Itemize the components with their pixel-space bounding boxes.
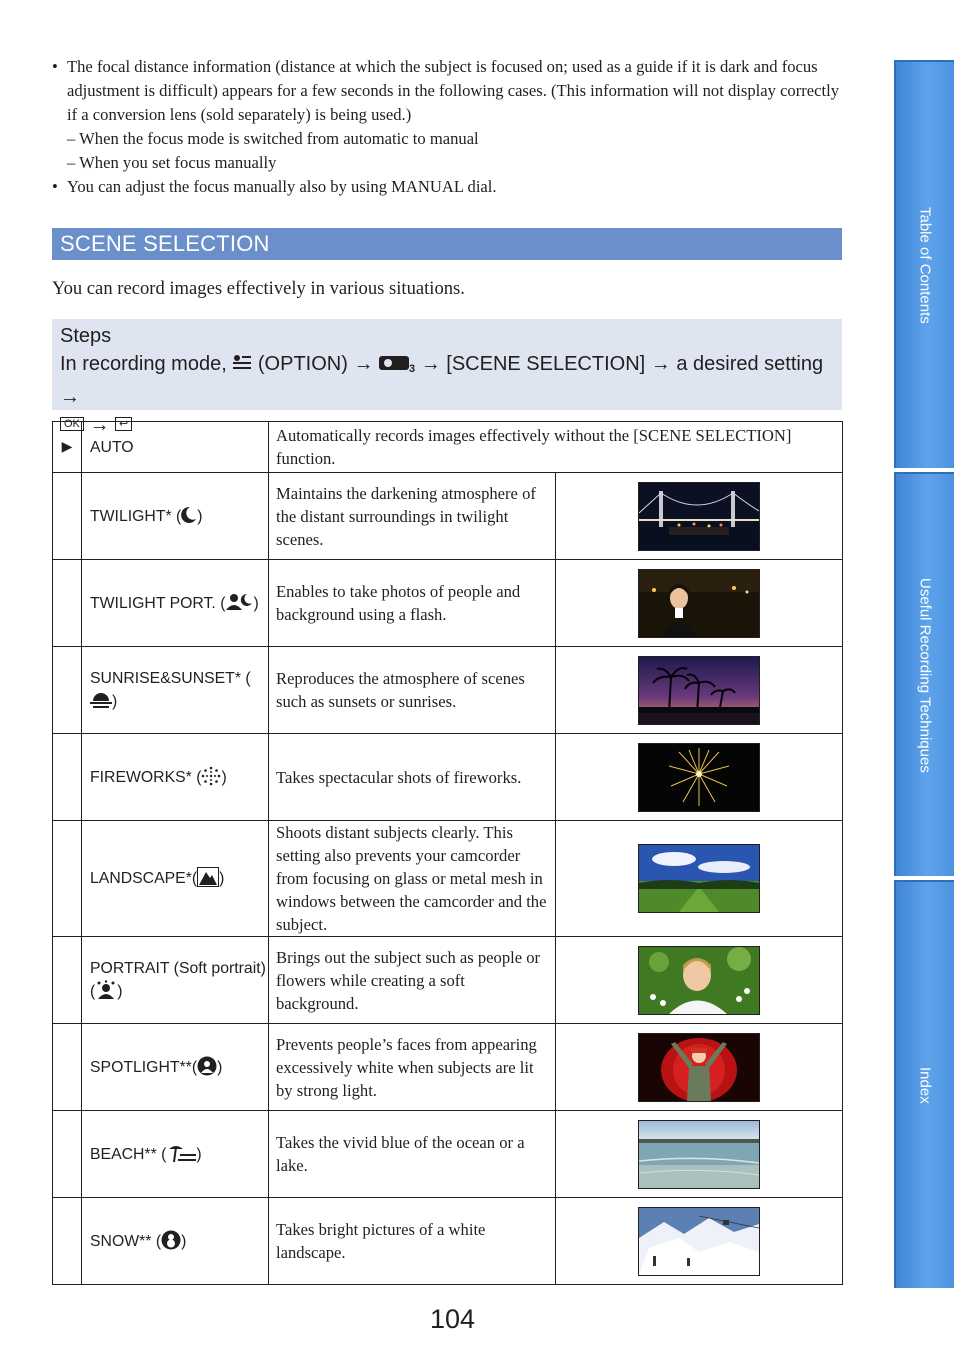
- tab-label: Index: [916, 1066, 934, 1104]
- intro-notes: [52, 55, 842, 199]
- page-number: 104: [430, 1304, 476, 1334]
- tab-label: Table of Contents: [916, 206, 934, 324]
- scene-desc: Prevents people’s faces from appearing excessively white when subjects are lit by strong light.: [269, 1024, 556, 1111]
- bullet-dot: •: [52, 57, 58, 76]
- scene-thumbnail: [556, 1198, 843, 1285]
- row-marker: [53, 1198, 82, 1285]
- soft-portrait-icon: [95, 980, 117, 1000]
- tab-useful-recording-techniques[interactable]: [894, 472, 954, 876]
- snow-icon: [161, 1230, 181, 1250]
- arrow: →: [60, 386, 80, 408]
- scene-desc: Enables to take photos of people and background using a flash.: [269, 560, 556, 647]
- ok-button[interactable]: OK: [60, 417, 84, 431]
- scene-name: [82, 1111, 269, 1198]
- scene-desc: Shoots distant subjects clearly. This setting also prevents your camcorder from focusing on glass or metal mesh in windows between the camcorder and the subject.: [269, 821, 556, 937]
- scene-thumbnail: [556, 560, 843, 647]
- scene-desc: Takes the vivid blue of the ocean or a lake.: [269, 1111, 556, 1198]
- scene-desc: Automatically records images effectively without the [SCENE SELECTION] function.: [269, 422, 843, 473]
- scene-thumbnail: [556, 937, 843, 1024]
- sunrise-sunset-icon: [90, 691, 112, 709]
- scene-desc: Takes bright pictures of a white landscape.: [269, 1198, 556, 1285]
- scene-name: [82, 560, 269, 647]
- steps-heading: Steps: [60, 325, 112, 347]
- steps-prefix: In recording mode,: [60, 353, 227, 375]
- note-subitem: – When the focus mode is switched from automatic to manual: [67, 129, 479, 148]
- scene-thumbnail: [556, 1024, 843, 1111]
- tab-number: 3: [409, 363, 416, 375]
- twilight-icon: [181, 506, 197, 524]
- landscape-photo: [638, 844, 760, 913]
- scene-thumbnail: [556, 647, 843, 734]
- scene-desc: Maintains the darkening atmosphere of the distant surroundings in twilight scenes.: [269, 473, 556, 560]
- row-marker: [53, 1024, 82, 1111]
- table-row: [53, 1198, 843, 1285]
- scene-thumbnail: [556, 473, 843, 560]
- snow-photo: [638, 1207, 760, 1276]
- table-row: [53, 647, 843, 734]
- scene-name-end: ): [117, 983, 123, 1000]
- scene-desc: Reproduces the atmosphere of scenes such as sunsets or sunrises.: [269, 647, 556, 734]
- scene-thumbnail: [556, 734, 843, 821]
- tab-table-of-contents[interactable]: [894, 60, 954, 468]
- note-bullet: [52, 175, 842, 199]
- arrow: →: [420, 353, 441, 375]
- beach-icon: [166, 1143, 196, 1163]
- twilight-portrait-photo: [638, 569, 760, 638]
- note-text: You can adjust the focus manually also by using MANUAL dial.: [67, 177, 497, 196]
- scene-name: [82, 821, 269, 937]
- row-marker: [53, 473, 82, 560]
- scene-name: [82, 734, 269, 821]
- arrow: →: [650, 353, 671, 375]
- table-row: [53, 473, 843, 560]
- row-marker: [53, 821, 82, 937]
- scene-thumbnail: [556, 821, 843, 937]
- tab-label: Useful Recording Techniques: [916, 577, 934, 773]
- beach-photo: [638, 1120, 760, 1189]
- spotlight-icon: [197, 1056, 217, 1076]
- scene-name-end: ): [217, 1058, 223, 1076]
- scene-name: [82, 473, 269, 560]
- table-row: [53, 734, 843, 821]
- scene-name-text: SNOW** (: [90, 1232, 162, 1250]
- scene-name-text: SUNRISE&SUNSET* (: [90, 670, 251, 687]
- fireworks-photo: [638, 743, 760, 812]
- section-lead: You can record images effectively in various situations.: [52, 278, 465, 299]
- scene-name-text: LANDSCAPE*(: [90, 870, 198, 887]
- note-bullet: [52, 55, 842, 127]
- row-marker: [53, 937, 82, 1024]
- note-subitem: – When you set focus manually: [67, 153, 277, 172]
- arrow: →: [89, 414, 110, 436]
- scene-name-text: BEACH** (: [90, 1145, 167, 1163]
- table-row: [53, 422, 843, 473]
- scene-name: [82, 1198, 269, 1285]
- twilight-photo: [638, 482, 760, 551]
- desired-setting-label: a desired setting: [676, 353, 824, 375]
- steps-instruction: [60, 350, 842, 411]
- scene-name-text: SPOTLIGHT**(: [90, 1058, 198, 1076]
- scene-name-end: ): [253, 594, 259, 612]
- table-row: [53, 1024, 843, 1111]
- scene-name: [82, 1024, 269, 1111]
- return-button[interactable]: ↩: [115, 417, 132, 431]
- option-icon: [232, 354, 252, 372]
- portrait-photo: [638, 946, 760, 1015]
- scene-name-text: TWILIGHT* (: [90, 507, 182, 525]
- row-marker: [53, 1111, 82, 1198]
- row-marker: [53, 560, 82, 647]
- scene-name-text: FIREWORKS* (: [90, 768, 202, 786]
- note-text: The focal distance information (distance at which the subject is focused on; used as a guide if it is dark and focus adjustment is difficult) appears for a few seconds in the following cases. (This information will not display correctly if a conversion lens (sold separately) is being used.): [67, 57, 840, 124]
- scene-name-end: ): [196, 1145, 202, 1163]
- scene-thumbnail: [556, 1111, 843, 1198]
- scene-name: [82, 422, 269, 473]
- scene-selection-label: [SCENE SELECTION]: [446, 353, 646, 375]
- scene-table: [52, 421, 843, 1285]
- scene-name-text: AUTO: [90, 438, 134, 456]
- sunset-photo: [638, 656, 760, 725]
- scene-name: [82, 647, 269, 734]
- default-marker: ▶: [53, 422, 82, 473]
- scene-name-end: ): [112, 693, 118, 710]
- section-title: SCENE SELECTION: [52, 228, 842, 260]
- scene-name-end: ): [221, 768, 227, 786]
- scene-name-end: ): [181, 1232, 187, 1250]
- scene-name: [82, 937, 269, 1024]
- twilight-portrait-icon: [225, 593, 253, 611]
- scene-name-end: ): [219, 870, 225, 887]
- tab-index[interactable]: [894, 880, 954, 1288]
- camera-tab-icon: [379, 356, 409, 370]
- spotlight-photo: [638, 1033, 760, 1102]
- bullet-dot: •: [52, 177, 58, 196]
- table-row: [53, 1111, 843, 1198]
- scene-name-end: ): [197, 507, 203, 525]
- table-row: [53, 937, 843, 1024]
- option-label: (OPTION): [257, 353, 348, 375]
- table-row: [53, 821, 843, 937]
- landscape-icon: [197, 867, 219, 887]
- scene-desc: Takes spectacular shots of fireworks.: [269, 734, 556, 821]
- scene-name-text: TWILIGHT PORT. (: [90, 594, 226, 612]
- scene-name-text: PORTRAIT (Soft portrait) (: [90, 960, 266, 1000]
- arrow: →: [353, 353, 374, 375]
- row-marker: [53, 734, 82, 821]
- table-row: [53, 560, 843, 647]
- scene-desc: Brings out the subject such as people or flowers while creating a soft background.: [269, 937, 556, 1024]
- row-marker: [53, 647, 82, 734]
- fireworks-icon: [201, 766, 221, 786]
- steps-box: [52, 319, 842, 436]
